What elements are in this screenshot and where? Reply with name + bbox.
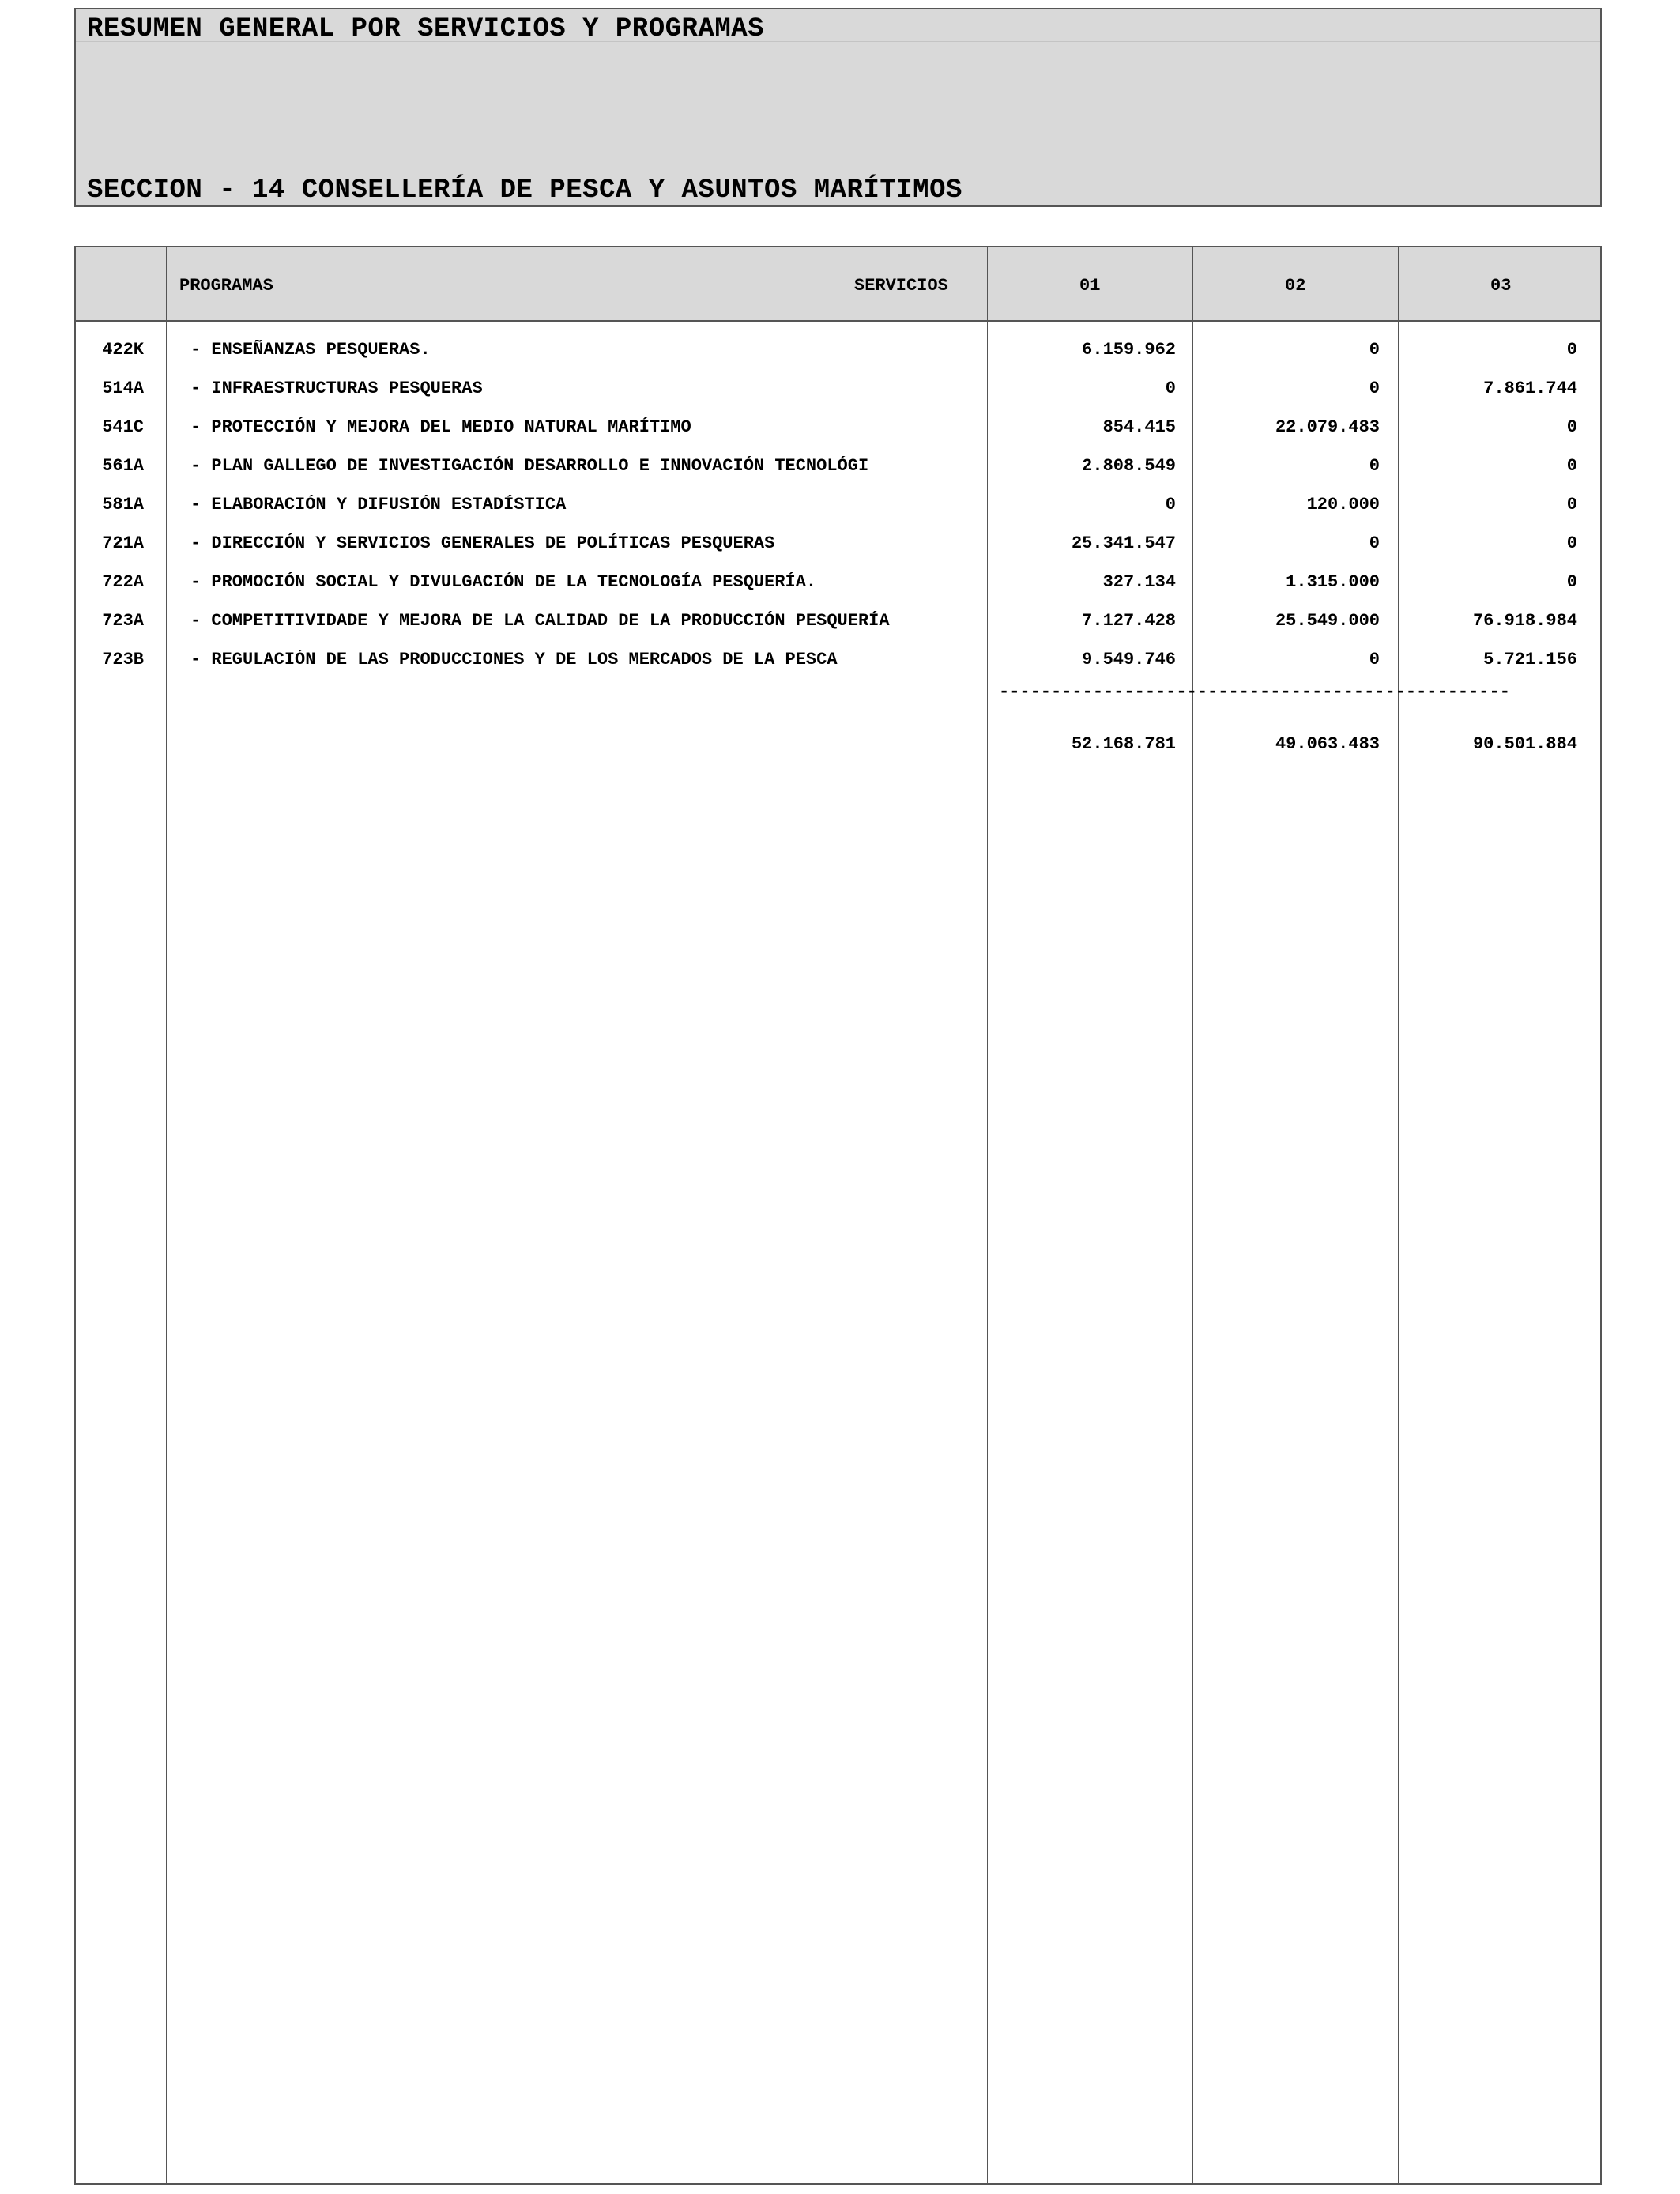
service-02-value: 0 [1369, 533, 1380, 553]
program-description: - PROTECCIÓN Y MEJORA DEL MEDIO NATURAL MARÍTIMO [190, 417, 691, 437]
program-code: 723A [102, 611, 144, 631]
service-01-value: 25.341.547 [1071, 533, 1176, 553]
header-service-01: 01 [1079, 276, 1101, 296]
service-03-value: 5.721.156 [1483, 650, 1577, 669]
service-01-value: 854.415 [1102, 417, 1176, 437]
table-row [76, 563, 1600, 601]
total-service-02: 49.063.483 [1275, 734, 1380, 754]
service-02-value: 0 [1369, 456, 1380, 476]
table-row [76, 408, 1600, 447]
program-description: - ENSEÑANZAS PESQUERAS. [190, 340, 431, 360]
service-03-value: 0 [1566, 533, 1577, 553]
header-divider [76, 41, 1600, 42]
table-row [76, 369, 1600, 408]
header-servicios: SERVICIOS [854, 276, 948, 296]
header-service-03: 03 [1490, 276, 1512, 296]
totals-row [76, 725, 1600, 763]
program-description: - INFRAESTRUCTURAS PESQUERAS [190, 379, 483, 398]
service-02-value: 22.079.483 [1275, 417, 1380, 437]
table-row [76, 601, 1600, 640]
service-03-value: 0 [1566, 572, 1577, 592]
service-01-value: 0 [1165, 379, 1176, 398]
service-02-value: 25.549.000 [1275, 611, 1380, 631]
service-01-value: 6.159.962 [1082, 340, 1176, 360]
header-programas: PROGRAMAS [179, 276, 273, 296]
table-row [76, 330, 1600, 369]
report-title: RESUMEN GENERAL POR SERVICIOS Y PROGRAMAS [87, 14, 765, 44]
service-02-value: 0 [1369, 340, 1380, 360]
service-02-value: 1.315.000 [1286, 572, 1380, 592]
total-service-03: 90.501.884 [1472, 734, 1577, 754]
service-01-value: 0 [1165, 495, 1176, 515]
service-01-value: 2.808.549 [1082, 456, 1176, 476]
header-service-02: 02 [1285, 276, 1306, 296]
table-row [76, 640, 1600, 679]
program-code: 721A [102, 533, 144, 553]
program-code: 723B [102, 650, 144, 669]
service-03-value: 0 [1566, 456, 1577, 476]
program-code: 541C [102, 417, 144, 437]
service-03-value: 7.861.744 [1483, 379, 1577, 398]
service-03-value: 0 [1566, 340, 1577, 360]
service-01-value: 327.134 [1102, 572, 1176, 592]
table-row [76, 524, 1600, 563]
section-title: SECCION - 14 CONSELLERÍA DE PESCA Y ASUNTOS MARÍTIMOS [87, 175, 962, 205]
service-01-value: 7.127.428 [1082, 611, 1176, 631]
total-service-01: 52.168.781 [1071, 734, 1176, 754]
service-03-value: 76.918.984 [1472, 611, 1577, 631]
table-row [76, 447, 1600, 485]
program-code: 422K [102, 340, 144, 360]
program-description: - DIRECCIÓN Y SERVICIOS GENERALES DE POLÍTICAS PESQUERAS [190, 533, 775, 553]
program-code: 561A [102, 456, 144, 476]
service-03-value: 0 [1566, 495, 1577, 515]
totals-separator: ------------------------------------------------- [999, 682, 1510, 702]
service-02-value: 0 [1369, 379, 1380, 398]
service-02-value: 0 [1369, 650, 1380, 669]
program-code: 514A [102, 379, 144, 398]
program-description: - REGULACIÓN DE LAS PRODUCCIONES Y DE LOS MERCADOS DE LA PESCA [190, 650, 838, 669]
program-code: 722A [102, 572, 144, 592]
program-description: - ELABORACIÓN Y DIFUSIÓN ESTADÍSTICA [190, 495, 567, 515]
program-description: - COMPETITIVIDADE Y MEJORA DE LA CALIDAD DE LA PRODUCCIÓN PESQUERÍA [190, 611, 890, 631]
program-description: - PLAN GALLEGO DE INVESTIGACIÓN DESARROLLO E INNOVACIÓN TECNOLÓGI [190, 456, 869, 476]
service-02-value: 120.000 [1306, 495, 1380, 515]
summary-table [74, 246, 1602, 2185]
table-header [76, 247, 1600, 322]
service-03-value: 0 [1566, 417, 1577, 437]
table-row [76, 485, 1600, 524]
program-code: 581A [102, 495, 144, 515]
report-header [74, 8, 1602, 207]
program-description: - PROMOCIÓN SOCIAL Y DIVULGACIÓN DE LA TECNOLOGÍA PESQUERÍA. [190, 572, 817, 592]
service-01-value: 9.549.746 [1082, 650, 1176, 669]
